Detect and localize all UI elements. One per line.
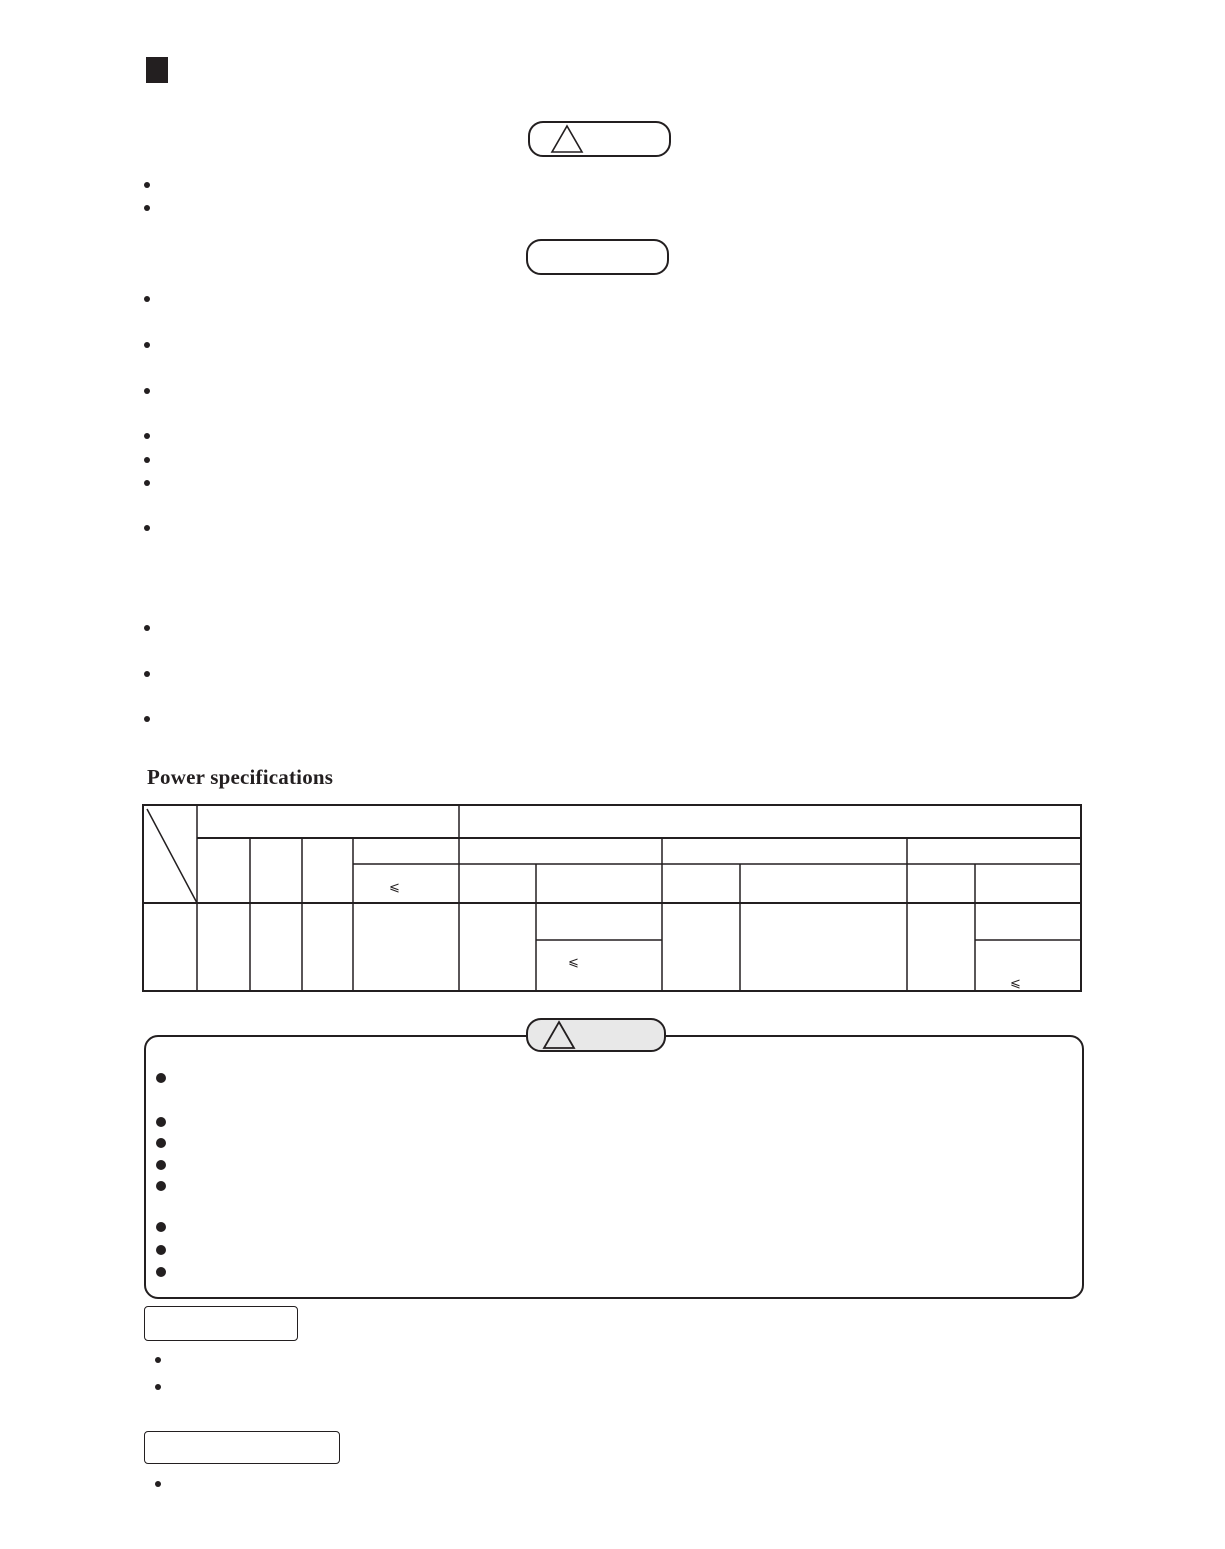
table-symbol-le: ⩽: [568, 954, 579, 969]
table-symbol-le: ⩽: [1010, 975, 1021, 990]
list-bullet: [155, 1384, 161, 1390]
section-label-box: [144, 1431, 340, 1464]
warning-triangle-icon: [542, 1020, 576, 1050]
caution-box: [144, 1035, 1084, 1299]
caution-bullet: [156, 1117, 166, 1127]
caution-bullet: [156, 1267, 166, 1277]
caution-bullet: [156, 1222, 166, 1232]
caution-bullet: [156, 1245, 166, 1255]
list-bullet: [155, 1481, 161, 1487]
list-bullet: [155, 1357, 161, 1363]
power-specifications-heading: Power specifications: [147, 765, 334, 789]
caution-bullet: [156, 1073, 166, 1083]
caution-bullet: [156, 1160, 166, 1170]
table-symbol-le: ⩽: [389, 879, 400, 894]
caution-label: [526, 1018, 666, 1052]
caution-bullet: [156, 1138, 166, 1148]
section-label-box: [144, 1306, 298, 1341]
caution-bullet: [156, 1181, 166, 1191]
